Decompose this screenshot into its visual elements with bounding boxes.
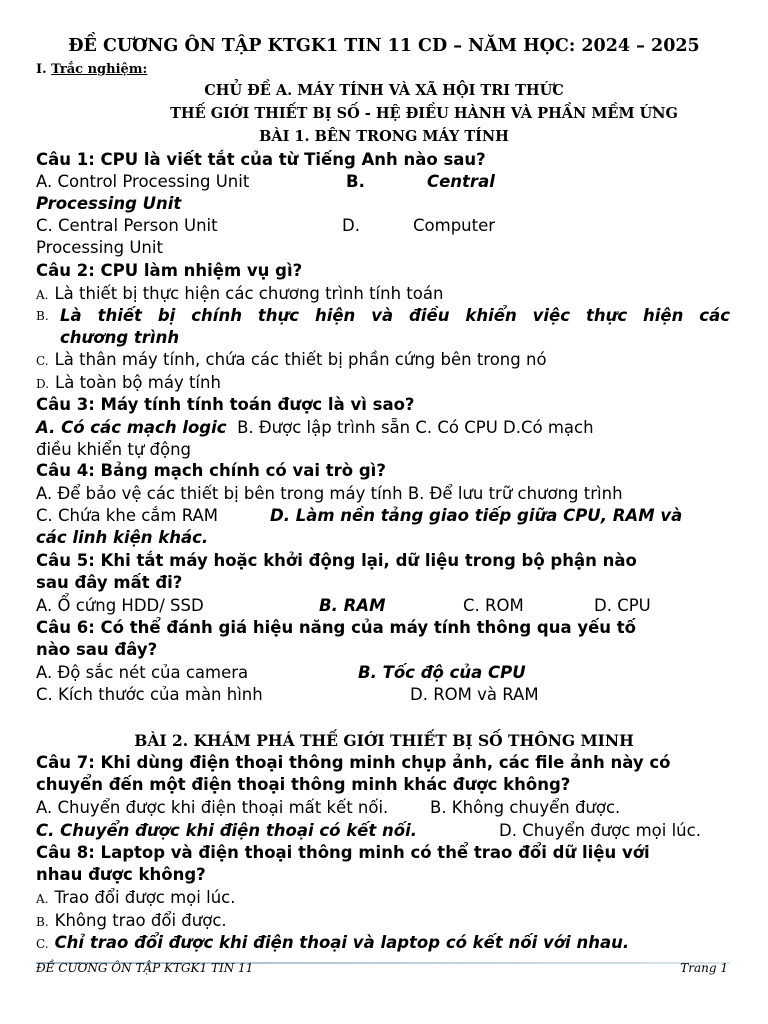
q4-text: : Bảng mạch chính có vai trò gì? [88,461,386,480]
q7-option-b: B. Không chuyển được. [430,798,621,817]
question-3 [36,394,730,416]
q5-text-cont: sau đây mất đi? [36,573,183,592]
q6-text-cont: nào sau đây? [36,640,158,659]
q3-option-a: A. Có các mạch logic [36,418,227,437]
q4-label: Câu 4 [36,461,89,480]
q5-option-b: B. RAM [319,596,386,615]
q1-option-b-cont: Processing Unit [36,194,182,213]
question-1: Câu 1: CPU là viết tắt của từ Tiếng Anh nào sau? [36,150,486,169]
q2-d-letter: D. [36,377,50,391]
q5-label: Câu 5 [36,551,89,570]
q8-text-cont: nhau được không? [36,865,206,884]
q2-b-cont: chương trình [60,328,180,347]
topic-sub-heading: THẾ GIỚI THIẾT BỊ SỐ - HỆ ĐIỀU HÀNH VÀ PHẦN MỀM ỨNG [170,105,678,122]
question-7: Câu 7: Khi dùng điện thoại thông minh chụp ảnh, các file ảnh này có [36,753,671,772]
q2-c-text: Là thân máy tính, chứa các thiết bị phần cứng bên trong nó [54,350,547,369]
q8-option-a [36,887,730,910]
topic-a-heading: CHỦ ĐỀ A. MÁY TÍNH VÀ XÃ HỘI TRI THỨC [204,82,564,99]
q5-option-c: C. ROM [463,596,524,615]
q2-label: Câu 2 [36,261,89,280]
page-number: Trang 1 [680,961,728,975]
q8-a-text: Trao đổi được mọi lúc. [54,888,236,907]
q2-d-text: Là toàn bộ máy tính [55,373,221,392]
q2-a-letter: A. [36,288,49,302]
q1-option-d-cont: Processing Unit [36,238,163,257]
q8-option-c [36,932,730,955]
q6-option-b: B. Tốc độ của CPU [358,663,526,682]
q3-label: Câu 3 [36,395,89,414]
section-heading [36,62,147,77]
section-label: Trắc nghiệm: [51,62,148,77]
q1-option-c: C. Central Person Unit [36,216,218,235]
q4-options-ab: A. Để bảo vệ các thiết bị bên trong máy tính B. Để lưu trữ chương trình [36,484,623,503]
q2-option-c [36,349,730,372]
question-8: Câu 8: Laptop và điện thoại thông minh có thể trao đổi dữ liệu với [36,843,650,862]
q8-b-text: Không trao đổi được. [54,911,227,930]
q2-text: : CPU làm nhiệm vụ gì? [88,261,303,280]
footer-title: ĐỀ CƯƠNG ÔN TẬP KTGK1 TIN 11 [36,961,254,975]
q7-option-d: D. Chuyển được mọi lúc. [499,821,701,840]
document-title: ĐỀ CƯƠNG ÔN TẬP KTGK1 TIN 11 CD – NĂM HỌC: 2024 – 2025 [68,36,700,56]
q3-options-rest: B. Được lập trình sẵn C. Có CPU D.Có mạch [237,418,594,437]
q3-options [36,417,730,439]
lesson-1-heading: BÀI 1. BÊN TRONG MÁY TÍNH [259,128,509,145]
q4-option-c: C. Chứa khe cắm RAM [36,506,219,525]
q1-option-d-text: Computer [413,216,496,235]
q2-option-a [36,283,730,306]
question-2 [36,260,730,282]
q2-b-letter: B. [36,309,49,323]
q6-option-d: D. ROM và RAM [410,685,539,704]
q8-b-letter: B. [36,915,49,929]
q1-option-b-text: Central [427,172,495,191]
q2-option-d [36,372,730,395]
q5-option-a: A. Ổ cứng HDD/ SSD [36,596,204,615]
q7-option-c: C. Chuyển được khi điện thoại có kết nối. [36,821,418,840]
q6-option-c: C. Kích thước của màn hình [36,685,263,704]
q8-option-b [36,910,730,933]
q2-c-letter: C. [36,354,49,368]
q4-option-d: D. Làm nền tảng giao tiếp giữa CPU, RAM và [270,506,683,525]
q8-c-text: Chỉ trao đổi được khi điện thoại và laptop có kết nối với nhau. [54,933,630,952]
q6-text: : Có thể đánh giá hiệu năng của máy tính thông qua yếu tố [88,618,636,637]
question-5 [36,550,730,572]
section-number: I. [36,62,47,77]
q5-text: : Khi tắt máy hoặc khởi động lại, dữ liệu trong bộ phận nào [88,551,637,570]
q8-c-letter: C. [36,937,49,951]
q7-text-cont: chuyển đến một điện thoại thông minh khác được không? [36,775,571,794]
question-6 [36,617,730,639]
q2-a-text: Là thiết bị thực hiện các chương trình tính toán [54,284,444,303]
q1-option-d-letter: D. [342,216,360,235]
q2-b-text: Là thiết bị chính thực hiện và điều khiển việc thực hiện các [60,306,730,325]
q7-option-a: A. Chuyển được khi điện thoại mất kết nối. [36,798,389,817]
q1-option-b-letter: B. [346,172,365,191]
q8-a-letter: A. [36,892,49,906]
question-4 [36,460,730,482]
q6-label: Câu 6 [36,618,89,637]
q1-option-a: A. Control Processing Unit [36,172,250,191]
q3-options-cont: điều khiển tự động [36,440,192,459]
q5-option-d: D. CPU [594,596,651,615]
q6-option-a: A. Độ sắc nét của camera [36,663,249,682]
q3-text: : Máy tính tính toán được là vì sao? [88,395,415,414]
q4-option-d-cont: các linh kiện khác. [36,528,209,547]
lesson-2-heading: BÀI 2. KHÁM PHÁ THẾ GIỚI THIẾT BỊ SỐ THÔNG MINH [134,731,634,750]
